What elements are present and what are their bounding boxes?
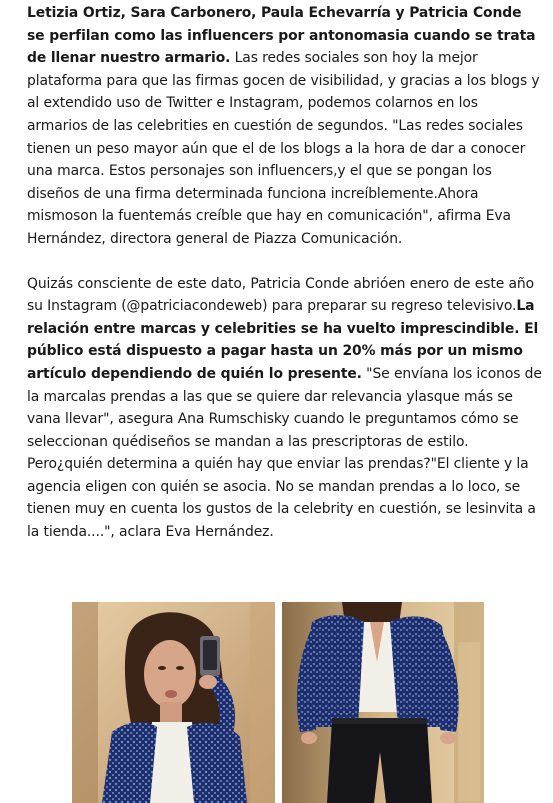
selfie-photo-icon — [72, 602, 275, 803]
paragraph-2-highlight-bold: La relación entre marcas y celebrities se ha vuelto imprescindible. El público está dispuesto a pagar hasta un 20% más por un mismo artículo dependiendo de quién lo presente. — [27, 298, 539, 382]
outfit-photo-icon — [282, 602, 484, 803]
outfit-photo — [282, 602, 484, 803]
paragraph-1-body: Las redes sociales son hoy la mejor plataforma para que las firmas gocen de visibilidad, y gracias a los blogs y al extendido uso de Twitter e Instagram, podemos colarnos en los armarios de las celebrities en cuestión de segundos. "Las redes sociales tienen un peso mayor aún que el de los blogs a la hora de dar a conocer una marca. Estos personajes son influencers,y el que se pongan los diseños de una firma determinada funciona increíblemente.Ahora mismoson la fuentemás creíble que hay en comunicación", afirma Eva Hernández, directora general de Piazza Comunicación. — [27, 50, 540, 247]
paragraph-1-lead-bold: Letizia Ortiz, Sara Carbonero, Paula Echevarría y Patricia Conde se perfilan como las influencers por antonomasia cuando se trata de llenar nuestro armario. — [27, 5, 536, 67]
article-body — [27, 2, 542, 544]
paragraph-2-body: "Se envíana los iconos de la marcalas prendas a las que se quiere dar relevancia ylasque más se vana llevar", asegura Ana Rumschisky cuando le preguntamos cómo se seleccionan quédiseños se mandan a las prescriptoras de estilo. Pero¿quién determina a quién hay que enviar las prendas?"El cliente y la agencia eligen con quién se asocia. No se mandan prendas a lo loco, se tienen muy en cuenta los gustos de la celebrity en cuestión, se lesinvita a la tienda....", aclara Eva Hernández. — [27, 365, 542, 541]
photo-pair — [72, 602, 484, 803]
selfie-photo — [72, 602, 275, 803]
article-paragraph-1 — [27, 2, 542, 251]
paragraph-2-intro: Quizás consciente de este dato, Patricia Conde abrióen enero de este año su Instagram (@patriciacondeweb) para preparar su regreso televisivo. — [27, 275, 535, 315]
article-paragraph-2 — [27, 273, 542, 544]
